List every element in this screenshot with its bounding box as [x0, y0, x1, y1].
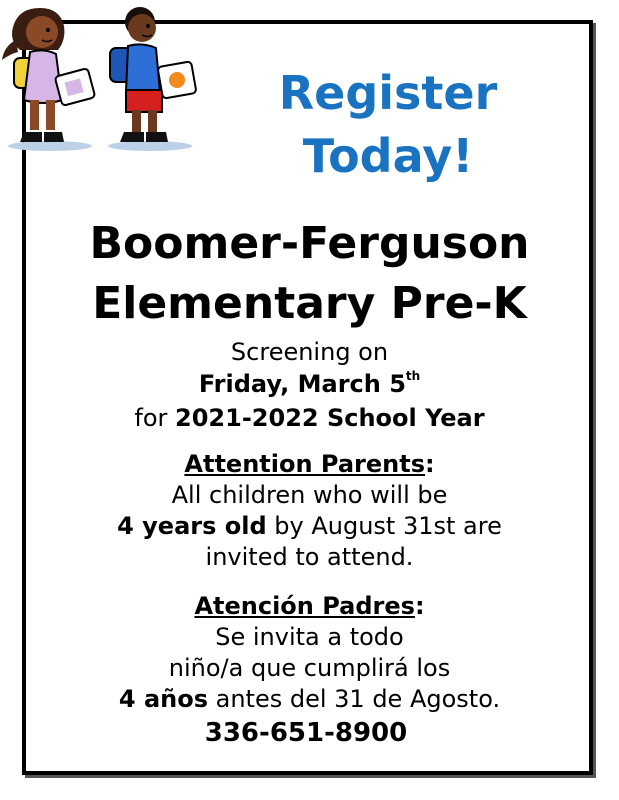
- spanish-line3-rest: antes del 31 de Agosto.: [208, 685, 501, 713]
- english-line1: All children who will be: [171, 481, 448, 509]
- spanish-age: 4 años: [118, 685, 208, 713]
- english-line3: invited to attend.: [205, 543, 414, 571]
- school-year: 2021-2022 School Year: [175, 404, 485, 432]
- date-suffix: th: [405, 369, 421, 383]
- for-word: for: [134, 404, 176, 432]
- attention-parents-heading: Attention Parents: [184, 450, 425, 478]
- spanish-line2: niño/a que cumplirá los: [168, 654, 451, 682]
- spanish-line1: Se invita a todo: [215, 623, 404, 651]
- spanish-heading-colon: :: [414, 592, 425, 620]
- atencion-padres-heading: Atención Padres: [194, 592, 415, 620]
- today-title: Today!: [302, 129, 474, 183]
- spanish-heading: [22, 594, 597, 618]
- girl-figure: [2, 8, 95, 142]
- english-heading: [22, 452, 597, 476]
- boy-figure: [110, 7, 197, 142]
- screening-intro: Screening on: [230, 338, 389, 366]
- screening-date: [22, 369, 597, 398]
- english-line2-rest: by August 31st are: [266, 512, 502, 540]
- spanish-line3: [22, 687, 597, 711]
- school-name-line1: Boomer-Ferguson: [89, 218, 530, 269]
- school-name-line2: Elementary Pre-K: [92, 278, 527, 329]
- register-title: Register: [278, 66, 498, 120]
- phone-number: 336-651-8900: [204, 718, 408, 748]
- english-age: 4 years old: [117, 512, 267, 540]
- english-line2: [22, 514, 597, 538]
- school-year-line: [22, 406, 597, 430]
- english-heading-colon: :: [425, 450, 435, 478]
- screening-date-text: Friday, March 5: [198, 370, 406, 398]
- children-with-backpacks-illustration: [0, 0, 210, 160]
